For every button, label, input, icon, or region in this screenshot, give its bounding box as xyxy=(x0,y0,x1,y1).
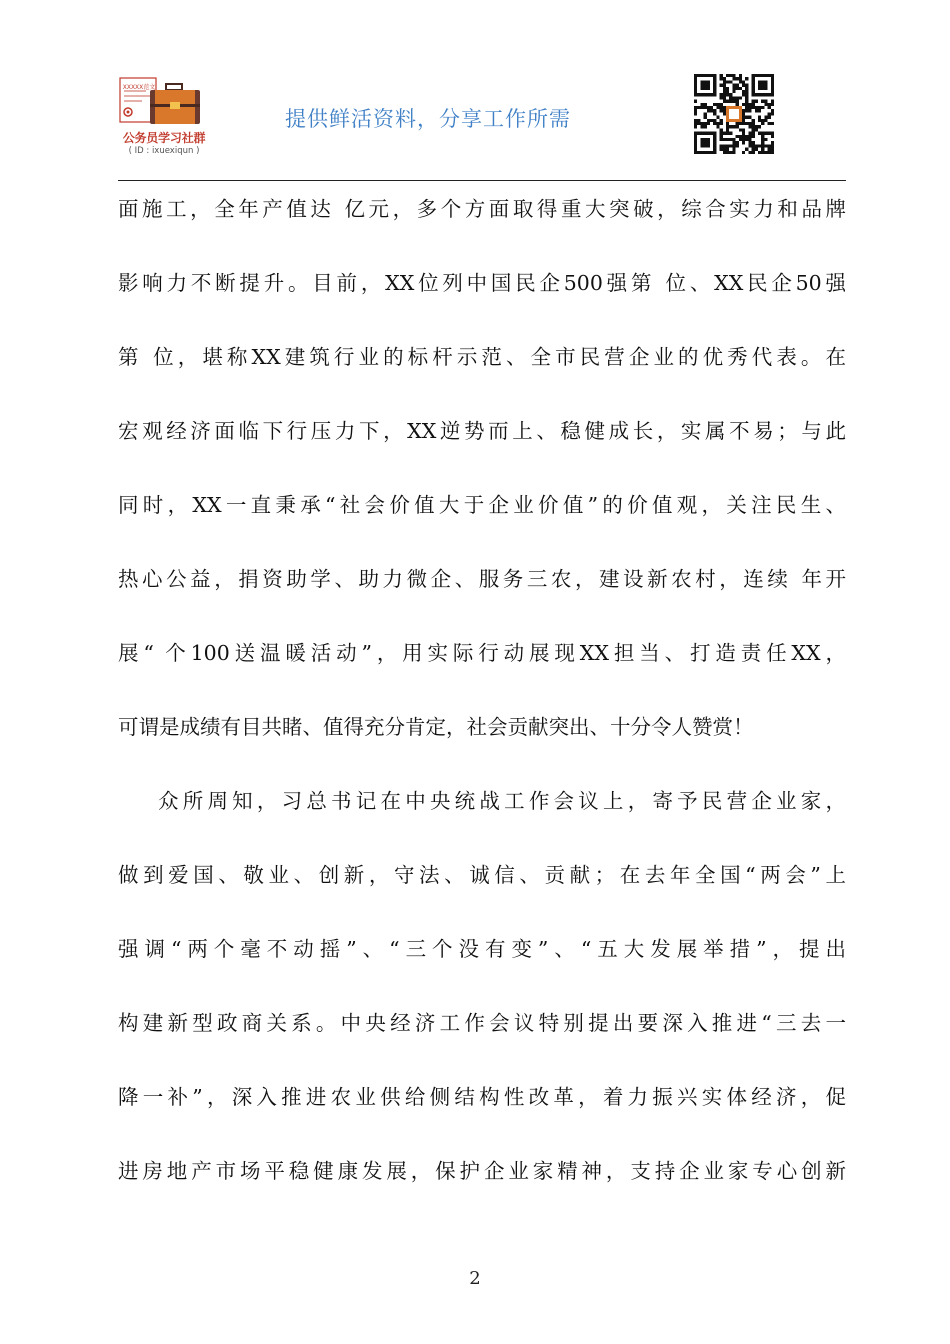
qr-code-icon xyxy=(694,74,774,154)
page-header xyxy=(0,0,950,180)
header-slogan: 提供鲜活资料，分享工作所需 xyxy=(285,107,571,131)
header-divider xyxy=(118,180,846,181)
body-line: 第 位，堪称XX建筑行业的标杆示范、全市民营企业的优秀代表。在 xyxy=(118,345,846,369)
logo xyxy=(112,76,216,160)
body-line: 众所周知，习总书记在中央统战工作会议上，寄予民营企业家， xyxy=(158,789,846,813)
body-line: 构建新型政商关系。中央经济工作会议特别提出要深入推进“三去一 xyxy=(118,1011,846,1035)
body-line: 降一补”，深入推进农业供给侧结构性改革，着力振兴实体经济，促 xyxy=(118,1085,846,1109)
body-line: 热心公益，捐资助学、助力微企、服务三农，建设新农村，连续 年开 xyxy=(118,567,846,591)
page-number: 2 xyxy=(469,1268,481,1289)
body-line: 影响力不断提升。目前，XX位列中国民企500强第 位、XX民企50强 xyxy=(118,271,846,295)
body-line: 同时，XX一直秉承“社会价值大于企业价值”的价值观，关注民生、 xyxy=(118,493,846,517)
logo-id: ( ID : ixuexiqun ) xyxy=(128,146,200,156)
logo-name: 公务员学习社群 xyxy=(122,131,206,145)
body-line: 强调“两个毫不动摇”、“三个没有变”、“五大发展举措”，提出 xyxy=(118,937,846,961)
body-line: 面施工，全年产值达 亿元，多个方面取得重大突破，综合实力和品牌 xyxy=(118,197,846,221)
body-line: 进房地产市场平稳健康发展，保护企业家精神，支持企业家专心创新 xyxy=(118,1159,846,1183)
logo-badge-text: XXXXX范文 xyxy=(122,84,156,91)
body-line: 可谓是成绩有目共睹、值得充分肯定，社会贡献突出、十分令人赞赏！ xyxy=(118,715,754,739)
body-line: 做到爱国、敬业、创新，守法、诚信、贡献；在去年全国“两会”上 xyxy=(118,863,846,887)
body-line: 宏观经济面临下行压力下，XX逆势而上、稳健成长，实属不易；与此 xyxy=(118,419,846,443)
body-line: 展“ 个100送温暖活动”，用实际行动展现XX担当、打造责任XX， xyxy=(118,641,846,665)
